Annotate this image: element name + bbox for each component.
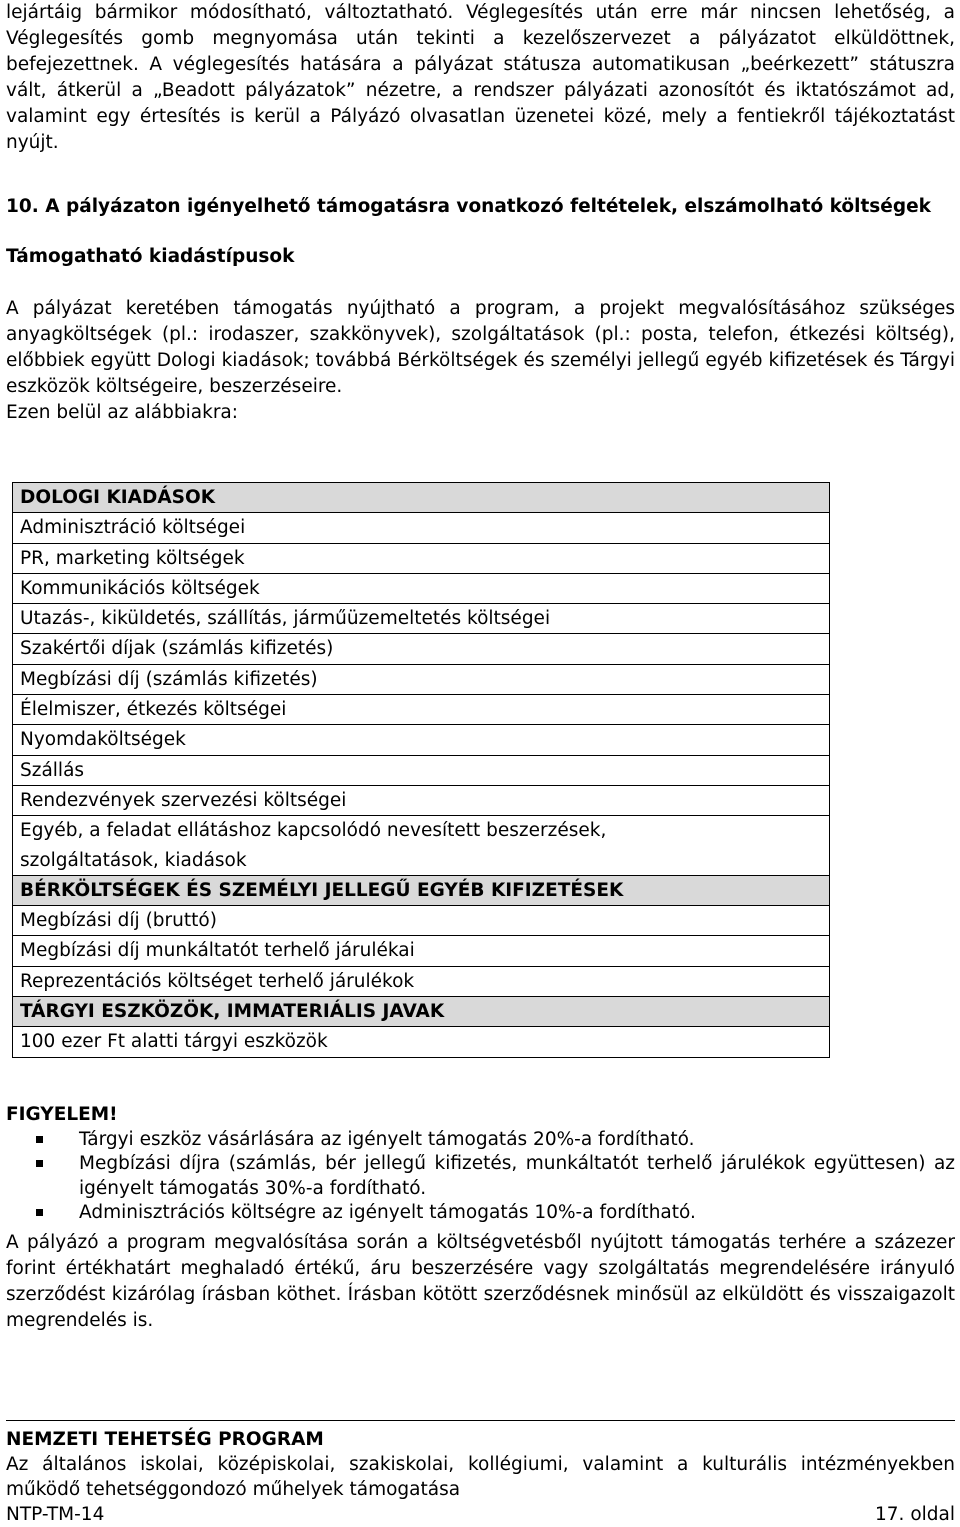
warning-title: FIGYELEM! [6,1103,118,1125]
table-row [13,785,830,815]
table-group-header: DOLOGI KIADÁSOK [13,483,830,513]
table-cell: Nyomdaköltségek [13,725,830,755]
table-row [13,664,830,694]
table-cell: Utazás-, kiküldetés, szállítás, járműüzemeltetés költségei [13,604,830,634]
table-row [13,483,830,513]
table-row [13,997,830,1027]
footer-code: NTP-TM-14 [6,1504,105,1525]
table-row [13,695,830,725]
table-cell: Szakértői díjak (számlás kifizetés) [13,634,830,664]
table-row [13,513,830,543]
table-row [13,755,830,785]
table-cell: Megbízási díj (számlás kifizetés) [13,664,830,694]
footer-program: NEMZETI TEHETSÉG PROGRAM [6,1429,324,1450]
table-cell: Rendezvények szervezési költségei [13,785,830,815]
section-paragraph: A pályázat keretében támogatás nyújtható a program, a projekt megvalósításához szükséges anyagköltségek (pl.: irodaszer, szakkönyvek), szolgáltatások (pl.: posta, telefon, étkezési költség), előbbiek együtt Dologi kiadások; továbbá Bérköltségek és személyi jellegű egyéb kifizetések és Tárgyi eszközök költségeire, beszerzéseire. [6,298,955,397]
table-group-header: BÉRKÖLTSÉGEK ÉS SZEMÉLYI JELLEGŰ EGYÉB KIFIZETÉSEK [13,875,830,905]
table-row [13,936,830,966]
table-row [13,906,830,936]
table-cell: Adminisztráció költségei [13,513,830,543]
list-item [6,1201,955,1226]
table-row [13,543,830,573]
table-cell: Megbízási díj (bruttó) [13,906,830,936]
table-row [13,966,830,996]
cost-table [12,482,830,1058]
table-cell: 100 ezer Ft alatti tárgyi eszközök [13,1027,830,1057]
bullet-square-icon [36,1136,43,1143]
table-group-header: TÁRGYI ESZKÖZÖK, IMMATERIÁLIS JAVAK [13,997,830,1027]
bullet-square-icon [36,1209,43,1216]
closing-paragraph: A pályázó a program megvalósítása során a költségvetésből nyújtott támogatás terhére a százezer forint értékhatárt meghaladó értékű, áru beszerzésére vagy szolgáltatás megrendelésére irányuló szerződést kizárólag írásban köthet. Írásban kötött szerződésnek minősül az elküldött és visszaigazolt megrendelés is. [6,1231,955,1331]
table-row [13,573,830,603]
list-item [6,1152,955,1201]
list-item-text: Tárgyi eszköz vásárlására az igényelt támogatás 20%-a fordítható. [79,1128,695,1150]
table-cell: Szállás [13,755,830,785]
table-row [13,634,830,664]
table-row [13,604,830,634]
table-cell: PR, marketing költségek [13,543,830,573]
footer-bottom-line [6,1502,955,1527]
table-cell: Élelmiszer, étkezés költségei [13,695,830,725]
page-number: 17. oldal [875,1504,955,1525]
section-title: 10. A pályázaton igényelhető támogatásra vonatkozó feltételek, elszámolható költségek [6,196,931,217]
table-cell: Megbízási díj munkáltatót terhelő járulékai [13,936,830,966]
list-item [6,1128,955,1153]
footer-description: Az általános iskolai, középiskolai, szakiskolai, kollégiumi, valamint a kulturális intézményekben működő tehetséggondozó műhelyek támogatása [6,1454,955,1500]
table-row [13,1027,830,1057]
list-item-text: Megbízási díjra (számlás, bér jellegű kifizetés, munkáltatót terhelő járulékok együttesen) az igényelt támogatás 30%-a fordítható. [79,1153,955,1199]
bullet-square-icon [36,1160,43,1167]
table-cell: Kommunikációs költségek [13,573,830,603]
table-row [13,875,830,905]
document-page [6,0,955,1334]
list-item-text: Adminisztrációs költségre az igényelt támogatás 10%-a fordítható. [79,1202,696,1224]
table-cell: Reprezentációs költséget terhelő járulékok [13,966,830,996]
table-row [13,725,830,755]
table-cell: Egyéb, a feladat ellátáshoz kapcsolódó nevesített beszerzések, szolgáltatások, kiadások [13,816,830,876]
table-row [13,816,830,876]
page-footer [6,1420,955,1527]
warning-list [6,1128,955,1226]
section-lead-in: Ezen belül az alábbiakra: [6,402,238,423]
intro-paragraph: lejártáig bármikor módosítható, változtatható. Véglegesítés után erre már nincsen lehetőség, a Véglegesítés gomb megnyomása után tekinti a kezelőszervezet a pályázatot elküldöttnek, befejezettnek. A véglegesítés hatására a pályázat státusza automatikusan „beérkezett” státuszra vált, átkerül a „Beadott pályázatok” nézetre, a rendszer pályázati azonosítót és iktatószámot ad, valamint egy értesítés is kerül a Pályázó olvasatlan üzenetei közé, mely a fentiekről tájékoztatást nyújt. [6,2,955,153]
section-subheading: Támogatható kiadástípusok [6,246,295,267]
